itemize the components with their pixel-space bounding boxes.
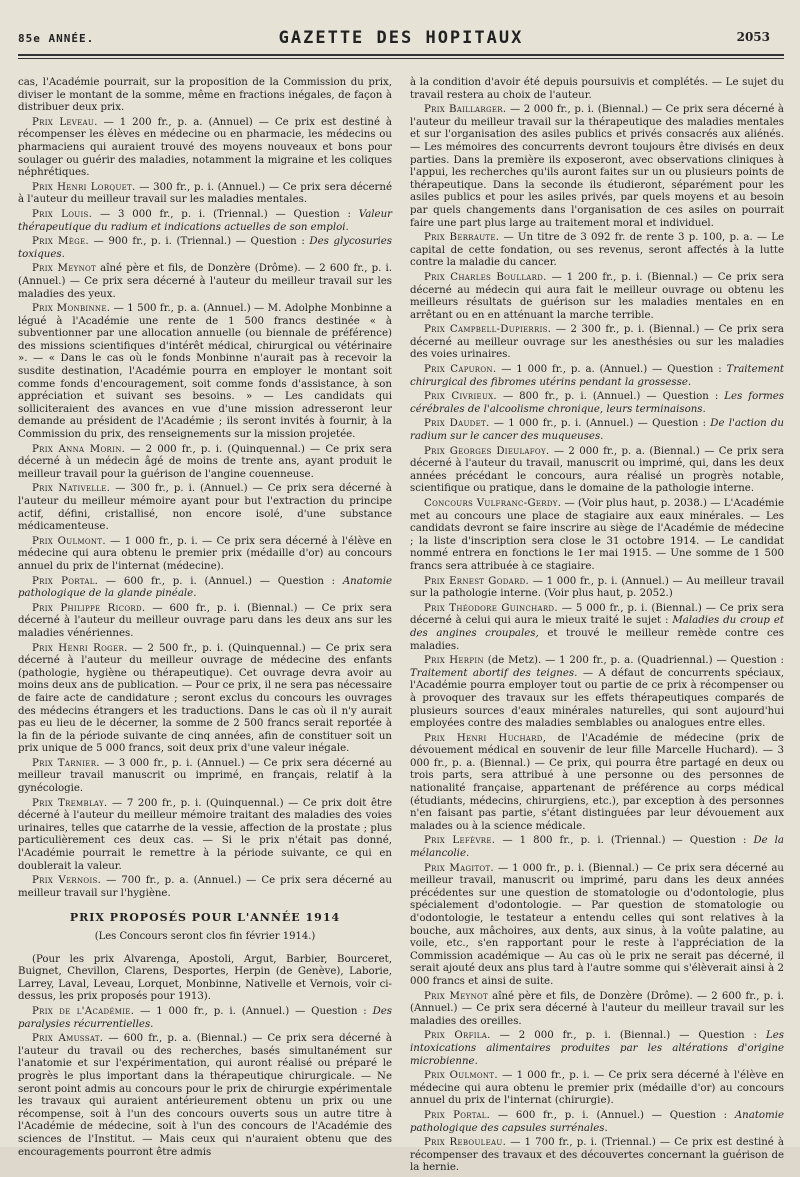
prize-name: Prix Oulmont. — [424, 1070, 498, 1082]
prize-name: Prix Henri Roger. — [32, 642, 128, 654]
prize-entry: Prix Portal. — 600 fr., p. i. (Annuel.) — Question : Anatomie pathologique des capsules surrénales. — [410, 1109, 784, 1134]
prize-name: Prix Georges Dieulafoy. — [424, 445, 550, 457]
prize-name: Prix Civrieux. — [424, 391, 497, 403]
prize-entry: Prix Charles Boullard. — 1 200 fr., p. i. (Biennal.) — Ce prix sera décerné au médecin qui aura fait le meilleur ouvrage ou obtenu les meilleurs résultats de guérison sur les maladies mentales en en arrêtant ou en en atténuant la marche terrible. — [410, 271, 785, 321]
prize-entry: Prix Nativelle. — 300 fr., p. i. (Annuel.) — Ce prix sera décerné à l'auteur du meilleur mémoire ayant pour but l'extraction du principe actif, défini, cristallisé, non encore isolé, d'une substance médicamenteuse. — [18, 483, 392, 533]
header-rule — [18, 54, 784, 56]
text-columns — [18, 59, 784, 1177]
prize-entry: Prix Magitot. — 1 000 fr., p. i. (Biennal.) — Ce prix sera décerné au meilleur travail, manuscrit ou imprimé, paru dans les deux années précédentes sur une question de stomatologie ou d'odontologie, plus spécialement d'odontologie. — Par question de stomatologie ou d'odontologie, le testateur a entendu celles qui sont relatives à la bouche, aux mâchoires, aux dents, aux sinus, à la voûte palatine, au voile, etc., s'en rapportant pour le reste à l'appréciation de la Commission académique — Au cas où le prix ne serait pas décerné, il serait ajouté deux ans plus tard à l'autre somme qui s'élèverait ainsi à 2 000 francs et ainsi de suite. — [410, 862, 784, 987]
prize-entry: Prix Oulmont. — 1 000 fr., p. i. — Ce prix sera décerné à l'élève en médecine qui aura obtenu le premier prix (médaille d'or) au concours annuel du prix de l'internat (chirurgie). — [410, 1070, 784, 1107]
prize-entry: Prix Rebouleau. — 1 700 fr., p. i. (Triennal.) — Ce prix est destiné à récompenser des travaux et des découvertes concernant la guérison de la hernie. — [410, 1137, 784, 1174]
prize-name: Prix Portal. — [424, 1109, 491, 1121]
prize-name: Prix Portal. — [32, 575, 99, 587]
prize-entry: Prix Civrieux. — 800 fr., p. i. (Annuel.) — Question : Les formes cérébrales de l'alcoolisme chronique, leurs terminaisons. — [410, 391, 785, 415]
prize-name: Prix Berraute. — [424, 232, 500, 244]
prize-question: Des glycosuries toxiques. — [18, 236, 392, 260]
prize-entry: Prix Henri Lorquet. — 300 fr., p. i. (Annuel.) — Ce prix sera décerné à l'auteur du meilleur travail sur les maladies mentales. — [18, 181, 392, 206]
prize-name: Prix Ernest Godard. — [424, 575, 530, 587]
prize-question: De la mélancolie. — [410, 835, 784, 860]
prize-name: Prix Charles Boullard. — [424, 271, 547, 283]
prize-entry: Prix Portal. — 600 fr., p. i. (Annuel.) — Question : Anatomie pathologique de la glande pinéale. — [18, 575, 392, 600]
prize-name: Prix Vernois. — [32, 875, 102, 887]
prize-entry: Prix Tarnier. — 3 000 fr., p. i. (Annuel.) — Ce prix sera décerné au meilleur travail manuscrit ou imprimé, en français, relatif à la gynécologie. — [18, 757, 392, 795]
prize-entry: Prix Capuron. — 1 000 fr., p. a. (Annuel.) — Question : Traitement chirurgical des fibromes utérins pendant la grossesse. — [410, 364, 784, 388]
prize-entry: Prix Ernest Godard. — 1 000 fr., p. i. (Annuel.) — Au meilleur travail sur la pathologie interne. (Voir plus haut, p. 2052.) — [410, 575, 784, 600]
prize-name: Prix Daudet. — [424, 418, 490, 430]
prize-entry: Prix Meynot aîné père et fils, de Donzère (Drôme). — 2 600 fr., p. i. (Annuel.) — Ce prix sera décerné à l'auteur du meilleur travail sur les maladies des oreilles. — [410, 990, 785, 1027]
prize-entry: Prix Daudet. — 1 000 fr., p. i. (Annuel.) — Question : De l'action du radium sur le cancer des muqueuses. — [410, 418, 784, 443]
prize-name: Prix Lefèvre. — [424, 835, 496, 847]
paragraph: cas, l'Académie pourrait, sur la proposition de la Commission du prix, diviser le montant de la somme, même en fractions inégales, de façon à distribuer deux prix. — [18, 77, 392, 114]
prize-name: Prix Mège. — [32, 236, 89, 248]
prize-name: Prix Anna Morin. — [32, 443, 126, 455]
prize-entry: Concours Vulfranc-Gerdy. — (Voir plus haut, p. 2038.) — L'Académie met au concours une place de stagiaire aux eaux minérales. — Les candidats devront se faire inscrire au siège de l'Académie de médecine ; la liste d'inscription sera close le 31 octobre 1914. — Le candidat nommé entrera en fonctions le 1er mai 1915. — Une somme de 1 500 francs sera attribuée à ce stagiaire. — [410, 498, 784, 572]
prize-question: Traitement chirurgical des fibromes utérins pendant la grossesse. — [410, 364, 784, 388]
volume-year: 85e ANNÉE. — [18, 32, 95, 45]
prize-entry: Prix Oulmont. — 1 000 fr., p. i. — Ce prix sera décerné à l'élève en médecine qui aura obtenu le premier prix (médaille d'or) au concours annuel du prix de l'internat (médecine). — [18, 535, 392, 572]
prize-entry: Prix Henri Huchard, de l'Académie de médecine (prix de dévouement médical en souvenir de leur fille Marcelle Huchard). — 3 000 fr., p. a. (Biennal.) — Ce prix, qui pourra être partagé en deux ou trois parts, sera attribué à une personne ou des personnes de nationalité française, appartenant de préférence au corps médical (étudiants, médecins, chirurgiens, etc.), par exception à des personnes n'en faisant pas partie, s'étant distinguées par leur dévouement aux malades ou à la science médicale. — [410, 732, 784, 832]
prize-entry: Prix Baillarger. — 2 000 fr., p. i. (Biennal.) — Ce prix sera décerné à l'auteur du meilleur travail sur la thérapeutique des maladies mentales et sur l'organisation des asiles publics et privés consacrés aux aliénés. — Les mémoires des concurrents devront toujours être divisés en deux parties. Dans la première ils exposeront, avec observations cliniques à l'appui, les recherches qu'ils auront faites sur un ou plusieurs points de thérapeutique. Dans la seconde ils étudieront, séparément pour les asiles publics et pour les asiles privés, par quels moyens et au besoin par quels changements dans l'organisation de ces asiles on pourrait faire une part plus large au traitement moral et individuel. — [410, 104, 784, 229]
prize-name: Prix Capuron. — [424, 364, 497, 376]
prize-name: Prix Meynot — [424, 990, 489, 1002]
paragraph: à la condition d'avoir été depuis poursuivis et complétés. — Le sujet du travail restera au choix de l'auteur. — [410, 77, 784, 101]
prize-question: Les intoxications alimentaires produites par les altérations d'origine microbienne. — [410, 1030, 784, 1067]
prize-question: Traitement abortif des teignes. — [410, 667, 578, 679]
prize-entry: Prix Berraute. — Un titre de 3 092 fr. de rente 3 p. 100, p. a. — Le capital de cette fondation, ou ses revenus, seront affectés à la lutte contre la maladie du cancer. — [410, 232, 785, 269]
prize-entry: Prix Campbell-Dupierris. — 2 300 fr., p. i. (Biennal.) — Ce prix sera décerné au meilleur ouvrage sur les anesthésies ou sur les maladies des voies urinaires. — [410, 324, 784, 361]
left-column — [18, 77, 392, 1177]
prize-entry: Prix Georges Dieulafoy. — 2 000 fr., p. a. (Biennal.) — Ce prix sera décerné à l'auteur du travail, manuscrit ou imprimé, qui, dans les deux années précédant le concours, aura réalisé un progrès notable, scientifique ou pratique, dans le domaine de la pathologie interne. — [410, 445, 785, 495]
prize-question: Anatomie pathologique des capsules surrénales. — [410, 1109, 784, 1134]
prize-name: Prix Rebouleau. — [424, 1137, 507, 1149]
prize-name: Prix Orfila. — [424, 1030, 491, 1042]
prize-question: Maladies du croup et des angines croupales, — [410, 615, 784, 639]
prize-name: Prix Henri Huchard, — [424, 732, 547, 744]
prize-name: Prix Théodore Guinchard. — [424, 602, 558, 614]
page-number: 2053 — [736, 30, 770, 44]
prize-name: Prix Philippe Ricord. — [32, 602, 146, 614]
prize-question: Les formes cérébrales de l'alcoolisme chronique, leurs terminaisons. — [410, 391, 785, 415]
prize-name: Prix Campbell-Dupierris. — [424, 324, 552, 336]
prize-entry: Prix Philippe Ricord. — 600 fr., p. i. (Biennal.) — Ce prix sera décerné à l'auteur du meilleur ouvrage paru dans les deux ans sur les maladies vénériennes. — [18, 602, 392, 639]
prize-entry: Prix Herpin (de Metz). — 1 200 fr., p. a. (Quadriennal.) — Question : Traitement abortif des teignes. — A défaut de concurrents spéciaux, l'Académie pourra employer tout ou partie de ce prix à récompenser ou à provoquer des travaux sur les effets thérapeutiques comparés de plusieurs sources d'eaux minérales naturelles, qui sont aujourd'hui employées contre des maladies semblables ou analogues entre elles. — [410, 655, 784, 730]
prize-entry: Prix Amussat. — 600 fr., p. a. (Biennal.) — Ce prix sera décerné à l'auteur du travail ou des recherches, basés simultanément sur l'anatomie et sur l'expérimentation, qui auront réalisé ou préparé le progrès le plus important dans la thérapeutique chirurgicale. — Ne seront point admis au concours pour le prix de chirurgie expérimentale les travaux qui auraient antérieurement obtenu un prix ou une récompense, soit à l'un des concours ouverts sous un autre titre à l'Académie de médecine, soit à l'un des concours de l'Académie des sciences de l'Institut. — Mais ceux qui n'auraient obtenu que des encouragements pourront être admis — [18, 1033, 392, 1158]
prize-question: Des paralysies récurrentielles. — [18, 1005, 392, 1030]
journal-title: GAZETTE DES HOPITAUX — [278, 28, 524, 48]
prize-entry: Prix Tremblay. — 7 200 fr., p. i. (Quinquennal.) — Ce prix doit être décerné à l'auteur du meilleur mémoire traitant des maladies des voies urinaires, telles que catarrhe de la vessie, affection de la prostate ; plus particulièrement ces deux cas. — Si le prix n'était pas donné, l'Académie pourrait le remettre à la période suivante, ce qui en doublerait la valeur. — [18, 797, 392, 872]
prize-entry: Prix Louis. — 3 000 fr., p. i. (Triennal.) — Question : Valeur thérapeutique du radium et indications actuelles de son emploi. — [18, 208, 392, 233]
prize-name: Prix Nativelle. — [32, 483, 111, 495]
prize-name: Prix Henri Lorquet. — [32, 181, 136, 193]
prize-question: Valeur thérapeutique du radium et indications actuelles de son emploi. — [18, 208, 392, 233]
prize-entry: Prix Monbinne. — 1 500 fr., p. a. (Annuel.) — M. Adolphe Monbinne a légué à l'Académie une rente de 1 500 francs destinée « à subventionner par une allocation annuelle (ou biennale de préférence) des missions scientifiques d'intérêt médical, chirurgical ou vétérinaire ». — « Dans le cas où le fonds Monbinne n'aurait pas à recevoir la susdite destination, l'Académie pourra en employer le montant soit comme fonds d'encouragement, soit comme fonds d'assistance, à son appréciation et suivant ses besoins. » — Les candidats qui solliciteraient des avances en vue d'une mission adresseront leur demande au président de l'Académie ; ils seront invités à fournir, à la Commission du prix, des renseignements sur la mission projetée. — [18, 303, 392, 441]
prize-entry: Prix Leveau. — 1 200 fr., p. a. (Annuel) — Ce prix est destiné à récompenser les élèves en médecine ou en pharmacie, les médecins ou pharmaciens qui auraient trouvé des moyens nouveaux et bons pour soulager ou guérir des maladies, notamment la migraine et les coliques néphrétiques. — [18, 116, 392, 179]
prize-entry: Prix Théodore Guinchard. — 5 000 fr., p. i. (Biennal.) — Ce prix sera décerné à celui qui aura le mieux traité le sujet : Maladies du croup et des angines croupales, et trouvé le meilleur remède contre ces maladies. — [410, 602, 784, 652]
prize-entry: Prix Anna Morin. — 2 000 fr., p. i. (Quinquennal.) — Ce prix sera décerné à un médecin âgé de moins de trente ans, ayant produit le meilleur travail pour la guérison de l'angine couenneuse. — [18, 443, 392, 480]
right-column — [410, 77, 784, 1177]
prize-name: Prix Tarnier. — [32, 757, 100, 769]
prize-name: Prix de l'Académie. — [32, 1005, 135, 1017]
prize-entry: Prix Lefèvre. — 1 800 fr., p. i. (Triennal.) — Question : De la mélancolie. — [410, 835, 784, 860]
prize-name: Prix Louis. — [32, 208, 93, 220]
prize-entry: Prix Vernois. — 700 fr., p. a. (Annuel.) — Ce prix sera décerné au meilleur travail sur l'hygiène. — [18, 875, 393, 899]
prize-question: Anatomie pathologique de la glande pinéale. — [18, 575, 392, 600]
prize-name: Prix Amussat. — [32, 1033, 104, 1045]
prize-name: Concours Vulfranc-Gerdy. — [424, 498, 562, 509]
paragraph: (Pour les prix Alvarenga, Apostoli, Argut, Barbier, Bourceret, Buignet, Chevillon, Clarens, Desportes, Herpin (de Genève), Laborie, Larrey, Laval, Leveau, Lorquet, Monbinne, Nativelle et Vernois, voir ci-dessus, les prix proposés pour 1913). — [18, 953, 392, 1003]
prize-entry: Prix Mège. — 900 fr., p. i. (Triennal.) — Question : Des glycosuries toxiques. — [18, 236, 392, 260]
prize-name: Prix Leveau. — [32, 116, 98, 128]
prize-name: Prix Baillarger. — [424, 104, 507, 116]
prize-name: Prix Magitot. — [424, 862, 494, 874]
prize-entry: Prix de l'Académie. — 1 000 fr., p. i. (Annuel.) — Question : Des paralysies récurrentielles. — [18, 1005, 392, 1030]
prize-question: De l'action du radium sur le cancer des muqueuses. — [410, 418, 784, 443]
prize-name: Prix Herpin — [424, 655, 484, 667]
prize-name: Prix Monbinne. — [32, 303, 111, 315]
prize-entry: Prix Meynot aîné père et fils, de Donzère (Drôme). — 2 600 fr., p. i. (Annuel.) — Ce prix sera décerné à l'auteur du meilleur travail sur les maladies des yeux. — [18, 263, 393, 300]
prize-name: Prix Oulmont. — [32, 535, 106, 547]
prize-name: Prix Tremblay. — [32, 797, 108, 809]
section-subtitle: (Les Concours seront clos fin février 1914.) — [94, 931, 316, 942]
prize-name: Prix Meynot — [32, 263, 97, 275]
prize-entry: Prix Henri Roger. — 2 500 fr., p. i. (Quinquennal.) — Ce prix sera décerné à l'auteur du meilleur ouvrage de médecine des enfants (pathologie, hygiène ou thérapeutique). Cet ouvrage devra avoir au moins deux ans de publication. — Pour ce prix, il ne sera pas nécessaire de faire acte de candidature ; seront exclus du concours les ouvrages des médecins étrangers et les traductions. Dans le cas où il n'y aurait pas eu lieu de le décerner, la somme de 2 500 francs serait reportée à la fin de la période suivante de cinq années, afin de constituer soit un prix unique de 5 000 francs, soit deux prix d'une valeur inégale. — [18, 642, 392, 755]
section-title: PRIX PROPOSÉS POUR L'ANNÉE 1914 — [69, 911, 341, 925]
prize-entry: Prix Orfila. — 2 000 fr., p. i. (Biennal.) — Question : Les intoxications alimentaires produites par les altérations d'origine microbienne. — [410, 1030, 784, 1067]
page-header — [18, 0, 784, 46]
